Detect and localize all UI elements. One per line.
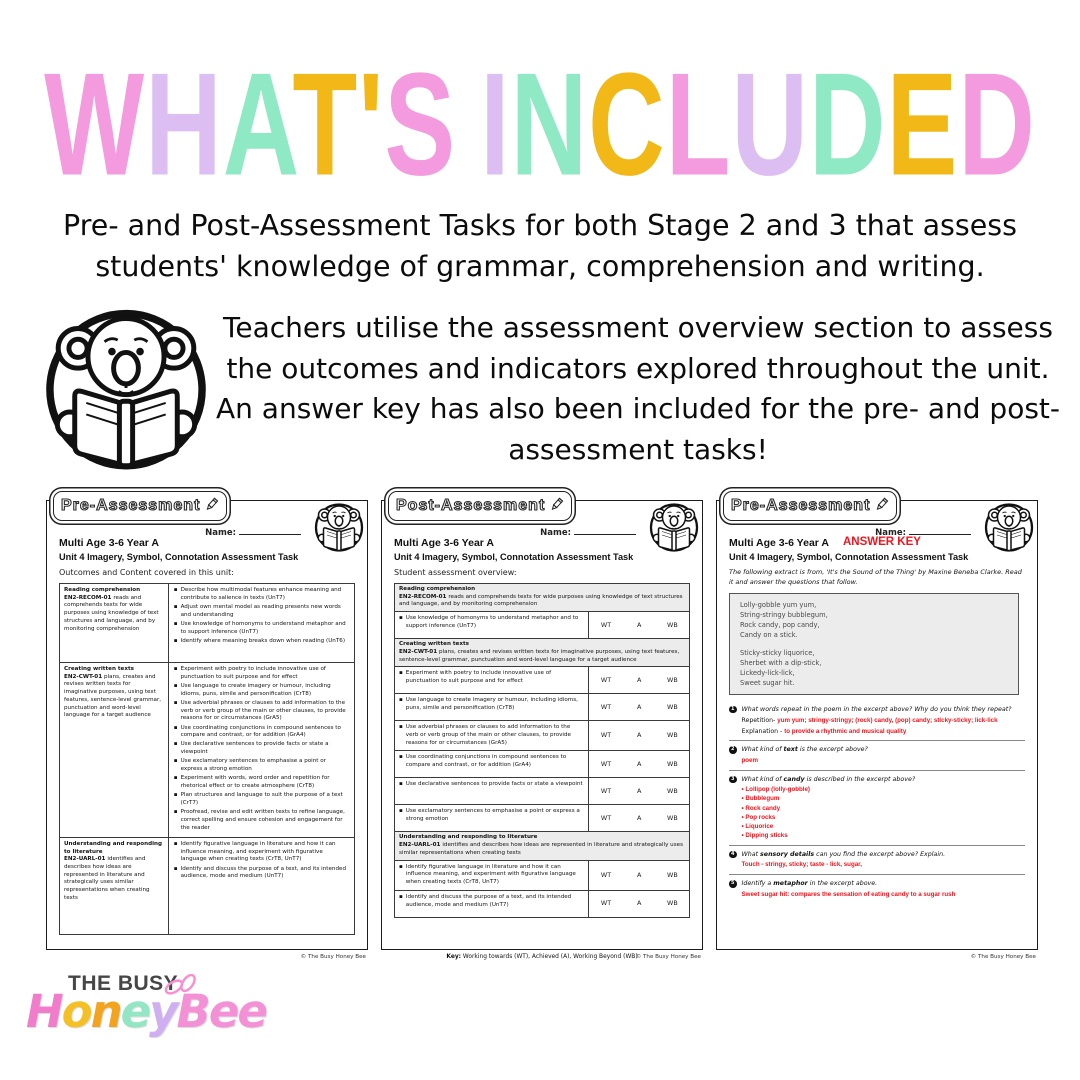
marks-cells <box>588 694 689 720</box>
content-bullet: ▪ Use exclamatory sentences to emphasise a point or express a strong emotion <box>173 758 326 773</box>
copyright-text: © The Busy Honey Bee <box>635 954 701 960</box>
mark-cell: A <box>637 787 642 796</box>
question-item <box>729 875 1025 903</box>
indicator-text: ▪ Use knowledge of homonyms to understand metaphor and to support inference (UnT7) <box>399 615 579 629</box>
outcome-descriptor: Reading comprehension EN2-RECOM-01 reads and comprehends texts for wide purposes using knowledge of text structures and language, and by monitoring comprehension <box>60 584 169 662</box>
title-letter: A <box>222 43 293 207</box>
name-blank-line <box>239 527 301 535</box>
content-bullet: ▪ Use knowledge of homonyms to understand metaphor and to support inference (UnT7) <box>173 620 346 635</box>
mark-cell: WB <box>667 760 678 769</box>
page-title <box>0 42 1080 209</box>
title-letter: W <box>44 43 146 207</box>
marks-cells <box>588 891 689 917</box>
indicator-row <box>395 612 689 639</box>
answer-bullet: • Lollipop (lolly-gobble) <box>741 786 810 794</box>
answer-bullet-list <box>742 786 1026 841</box>
title-letter: T <box>292 43 359 207</box>
answer-bullet: • Dipping sticks <box>741 832 788 840</box>
poem-line: Sweet sugar hit. <box>740 678 795 687</box>
doc-heading2: Unit 4 Imagery, Symbol, Connotation Assessment Task <box>394 552 634 562</box>
doc-title-label: Post-Assessment <box>396 497 546 514</box>
marks-cells <box>588 667 689 693</box>
mark-cell: WT <box>600 870 612 879</box>
indicator-row <box>395 778 689 805</box>
answer-text: Touch - stringy, sticky; taste - lick, sugar, <box>741 861 862 869</box>
content-bullet: ▪ Identify figurative language in literature and how it can influence meaning, and experiment with figurative language when creating texts (CrT8, UnT7) <box>173 840 336 863</box>
logo-letter: B <box>176 985 209 1038</box>
poem-line: Candy on a stick. <box>740 630 798 639</box>
indicator-row <box>395 751 689 778</box>
answer-key-preview <box>716 497 1038 967</box>
name-field-label: Name: <box>205 527 301 538</box>
marks-cells <box>588 751 689 777</box>
outcome-row <box>60 584 354 663</box>
title-letter: S <box>384 43 457 207</box>
section-header: Understanding and responding to literature EN2-UARL-01 identifies and describes how ideas are represented in literature and strategically uses similar representations when creating texts <box>395 832 689 860</box>
content-bullet: ▪ Identify where meaning breaks down when reading (UnT6) <box>173 637 345 644</box>
answer-bullet: • Bubblegum <box>741 795 780 803</box>
answer-text: poem <box>741 756 759 764</box>
question-body <box>742 850 1026 870</box>
indicator-row <box>395 861 689 891</box>
indicator-text: ▪ Use coordinating conjunctions in compound sentences to compare and contrast, or for addition (GrA4) <box>399 754 567 769</box>
title-letter: E <box>886 43 959 207</box>
mark-cell: WB <box>667 787 678 796</box>
indicator-row <box>395 694 689 721</box>
pencil-icon <box>549 497 564 516</box>
title-letter: I <box>480 43 511 207</box>
mark-cell: WT <box>600 675 612 684</box>
indicator-row <box>395 721 689 751</box>
content-bullet: ▪ Proofread, revise and edit written texts to refine language, correct spelling and ensure cohesion and engagement for the reader <box>173 809 345 831</box>
koala-reading-icon <box>648 501 700 553</box>
title-word <box>480 42 1036 209</box>
assessment-note-paragraph: Teachers utilise the assessment overview section to assess the outcomes and indicators explored throughout the unit. An answer key has also been included for the pre- and post-assessment tasks! <box>216 311 1060 466</box>
question-text: What kind of text is the excerpt above? <box>741 746 868 754</box>
koala-reading-icon <box>40 302 212 474</box>
question-item <box>729 701 1025 741</box>
doc-heading1: Multi Age 3-6 Year A <box>59 537 159 549</box>
answer-bullet: • Pop rocks <box>741 813 776 821</box>
indicator-row <box>395 891 689 917</box>
content-bullet: ▪ Use language to create imagery or humour, including idioms, puns, simile and personification (CrT8) <box>173 682 331 697</box>
mark-cell: A <box>637 899 642 908</box>
title-letter: L <box>665 43 732 207</box>
mark-cell: WB <box>667 731 678 740</box>
poem-line: Sticky-sticky liquorice, <box>740 648 815 657</box>
busy-honey-bee-logo <box>26 972 306 1068</box>
outcome-content-list <box>169 584 354 662</box>
doc-footer <box>46 954 368 967</box>
indicator-text: ▪ Use declarative sentences to provide facts or state a viewpoint <box>399 781 583 788</box>
mark-cell: WT <box>600 731 612 740</box>
title-letter: N <box>510 43 589 207</box>
content-bullet: ▪ Use declarative sentences to provide facts or state a viewpoint <box>173 741 329 756</box>
question-body <box>742 745 1026 765</box>
doc-heading1: Multi Age 3-6 Year A <box>394 537 494 549</box>
marks-cells <box>588 861 689 890</box>
koala-reading-icon <box>983 501 1035 553</box>
outcome-row <box>60 838 354 934</box>
marks-key-text: Key: Working towards (WT), Achieved (A), Working Beyond (WB) <box>446 954 638 960</box>
extract-instructions: The following extract is from, 'It's the Sound of the Thing' by Maxine Beneba Clarke. Read it and answer the questions that follow. <box>729 568 1022 586</box>
mark-cell: A <box>637 731 642 740</box>
logo-letter: y <box>149 985 177 1038</box>
copyright-text: © The Busy Honey Bee <box>970 954 1036 960</box>
outcomes-table <box>59 583 355 935</box>
doc-heading2: Unit 4 Imagery, Symbol, Connotation Assessment Task <box>729 552 969 562</box>
outcome-descriptor: Understanding and responding to literature EN2-UARL-01 identifies and describes how ideas are represented in literature and strategically uses similar representations when creating texts <box>60 838 169 934</box>
section-header: Reading comprehension EN2-RECOM-01 reads and comprehends texts for wide purposes using knowledge of text structures and language, and by monitoring comprehension <box>395 584 689 612</box>
name-field-label: Name: <box>540 527 636 538</box>
indicator-text: ▪ Use language to create imagery or humour, including idioms, puns, simile and personification (CrT8) <box>399 697 578 712</box>
pre-assessment-preview <box>46 497 368 967</box>
title-letter: H <box>145 43 223 207</box>
logo-script-text <box>26 985 266 1038</box>
answer-bullet: • Liquorice <box>741 822 774 830</box>
doc-subheading: Student assessment overview: <box>394 568 517 577</box>
question-text: What words repeat in the poem in the excerpt above? Why do you think they repeat? <box>741 705 1012 713</box>
poem-stanza <box>740 648 1008 688</box>
logo-letter: H <box>26 985 62 1038</box>
mark-cell: A <box>637 870 642 879</box>
post-assessment-preview <box>381 497 703 967</box>
name-blank-line <box>909 527 971 535</box>
mark-cell: WT <box>600 787 612 796</box>
question-text: What kind of candy is described in the excerpt above? <box>741 775 916 783</box>
copyright-text: © The Busy Honey Bee <box>300 954 366 960</box>
answer-text: Sweet sugar hit: compares the sensation of eating candy to a sugar rush <box>741 890 956 898</box>
poem-extract-box <box>729 593 1019 695</box>
answer-bullet: • Rock candy <box>741 804 781 812</box>
name-blank-line <box>574 527 636 535</box>
doc-heading2: Unit 4 Imagery, Symbol, Connotation Assessment Task <box>59 552 299 562</box>
doc-heading1: Multi Age 3-6 Year A <box>729 537 829 549</box>
question-item <box>729 771 1025 846</box>
content-bullet: ▪ Experiment with words, word order and repetition for rhetorical effect or to create atmosphere (CrT8) <box>173 775 330 790</box>
question-body <box>742 705 1026 736</box>
title-word <box>44 42 456 209</box>
doc-footer <box>716 954 1038 967</box>
mark-cell: WB <box>667 620 678 629</box>
poem-line: Sherbet with a dip-stick, <box>740 658 822 667</box>
title-letter: D <box>958 43 1036 207</box>
doc-title-label: Pre-Assessment <box>731 497 871 514</box>
poem-line: Rock candy, pop candy, <box>740 620 820 629</box>
mark-cell: WB <box>667 814 678 823</box>
indicator-text: ▪ Use adverbial phrases or clauses to add information to the verb or verb group of the main or other clauses, to provide reasons for or circumstances (GrA5) <box>399 724 571 746</box>
question-number-badge: 5 <box>729 880 737 888</box>
content-bullet: ▪ Adjust own mental model as reading presents new words and understanding <box>173 603 341 618</box>
title-letter: D <box>809 43 887 207</box>
answer-text: Repetition- yum yum; stringy-stringy; (rock) candy, (pop) candy; sticky-sticky; lick-lick <box>741 716 998 724</box>
question-number-badge: 2 <box>729 746 737 754</box>
logo-letter: o <box>61 985 91 1038</box>
document-previews <box>46 497 1038 967</box>
content-bullet: ▪ Use coordinating conjunctions in compound sentences to compare and contrast, or for addition (GrA4) <box>173 724 341 739</box>
marks-cells <box>588 805 689 831</box>
doc-footer <box>381 954 703 967</box>
logo-letter: e <box>237 985 266 1038</box>
pencil-icon <box>204 497 219 516</box>
poem-line: Lickedy-lick-lick, <box>740 668 795 677</box>
question-number-badge: 4 <box>729 851 737 859</box>
doc-title-bubble <box>388 491 572 521</box>
mark-cell: A <box>637 620 642 629</box>
content-bullet: ▪ Experiment with poetry to include innovative use of punctuation to suit purpose and for effect <box>173 666 326 680</box>
outcome-content-list <box>169 838 354 934</box>
question-text: What sensory details can you find the excerpt above? Explain. <box>741 850 946 858</box>
mark-cell: WB <box>667 870 678 879</box>
questions-list <box>729 701 1025 904</box>
koala-reading-icon <box>313 501 365 553</box>
mark-cell: A <box>637 814 642 823</box>
content-bullet: ▪ Plan structures and language to suit the purpose of a text (CrT7) <box>173 792 343 806</box>
doc-title-bubble <box>53 491 227 521</box>
outcome-content-list <box>169 663 354 837</box>
poem-stanza <box>740 600 1008 640</box>
answer-key-badge: ANSWER KEY <box>842 535 921 548</box>
marks-cells <box>588 778 689 804</box>
doc-page <box>716 500 1038 950</box>
mark-cell: A <box>637 760 642 769</box>
indicator-text: ▪ Experiment with poetry to include innovative use of punctuation to suit purpose and for effect <box>399 670 552 685</box>
indicator-text: ▪ Identify and discuss the purpose of a text, and its intended audience, mode and medium (UnT7) <box>399 893 572 908</box>
content-bullet: ▪ Describe how multimodal features enhance meaning and contribute to salience in texts (UnT7) <box>173 587 342 601</box>
doc-title-bubble <box>723 491 897 521</box>
marks-cells <box>588 721 689 750</box>
question-body <box>742 775 1026 841</box>
logo-letter: e <box>120 985 150 1038</box>
poem-line: Lolly-gobble yum yum, <box>740 600 817 609</box>
indicator-row <box>395 805 689 832</box>
content-bullet: ▪ Use adverbial phrases or clauses to add information to the verb or verb group of the main or other clauses, to provide reasons for or circumstances (GrA5) <box>173 699 346 722</box>
mark-cell: WB <box>667 675 678 684</box>
mark-cell: WB <box>667 899 678 908</box>
logo-letter: e <box>208 985 238 1038</box>
answer-text: Explanation - to provide a rhythmic and musical quality <box>741 727 907 735</box>
question-number-badge: 1 <box>729 706 737 714</box>
content-bullet: ▪ Identify and discuss the purpose of a text, and its intended audience, mode and medium (UnT7) <box>173 865 347 880</box>
title-letter: U <box>731 43 810 207</box>
name-field-label: Name: <box>875 527 971 538</box>
mark-cell: WT <box>600 814 612 823</box>
intro-paragraph: Pre- and Post-Assessment Tasks for both Stage 2 and 3 that assess students' knowledge of grammar, comprehension and writing. <box>63 209 1017 284</box>
mark-cell: WT <box>600 702 612 711</box>
title-letter: C <box>588 43 666 207</box>
question-number-badge: 3 <box>729 776 737 784</box>
indicator-row <box>395 667 689 694</box>
mark-cell: WT <box>600 620 612 629</box>
question-text: Identify a metaphor in the excerpt above. <box>741 880 878 888</box>
logo-top-text: THE BUSY <box>68 972 179 995</box>
outcome-row <box>60 663 354 838</box>
mark-cell: WB <box>667 702 678 711</box>
indicator-text: ▪ Identify figurative language in literature and how it can influence meaning, and experiment with figurative language when creating texts (CrT8, UnT7) <box>399 863 576 886</box>
title-letter: ' <box>358 43 385 207</box>
doc-title-label: Pre-Assessment <box>61 497 201 514</box>
doc-subheading: Outcomes and Content covered in this unit: <box>59 568 234 577</box>
assessment-overview-table <box>394 583 690 918</box>
logo-letter: n <box>90 985 121 1038</box>
pencil-icon <box>874 497 889 516</box>
doc-page <box>46 500 368 950</box>
poem-line: String-stringy bubblegum, <box>740 610 828 619</box>
mark-cell: WT <box>600 899 612 908</box>
marks-cells <box>588 612 689 638</box>
section-header: Creating written texts EN2-CWT-01 plans, creates and revises written texts for imaginative purposes, using text features, sentence-level grammar, punctuation and word-level language for a target audience <box>395 639 689 667</box>
mark-cell: A <box>637 675 642 684</box>
indicator-text: ▪ Use exclamatory sentences to emphasise a point or express a strong emotion <box>399 808 580 823</box>
doc-page <box>381 500 703 950</box>
mark-cell: A <box>637 702 642 711</box>
question-body <box>742 879 1026 899</box>
mark-cell: WT <box>600 760 612 769</box>
outcome-descriptor: Creating written texts EN2-CWT-01 plans, creates and revises written texts for imaginative purposes, using text features, sentence-level grammar, punctuation and word-level language for a target audience <box>60 663 169 837</box>
question-item <box>729 741 1025 770</box>
question-item <box>729 846 1025 875</box>
